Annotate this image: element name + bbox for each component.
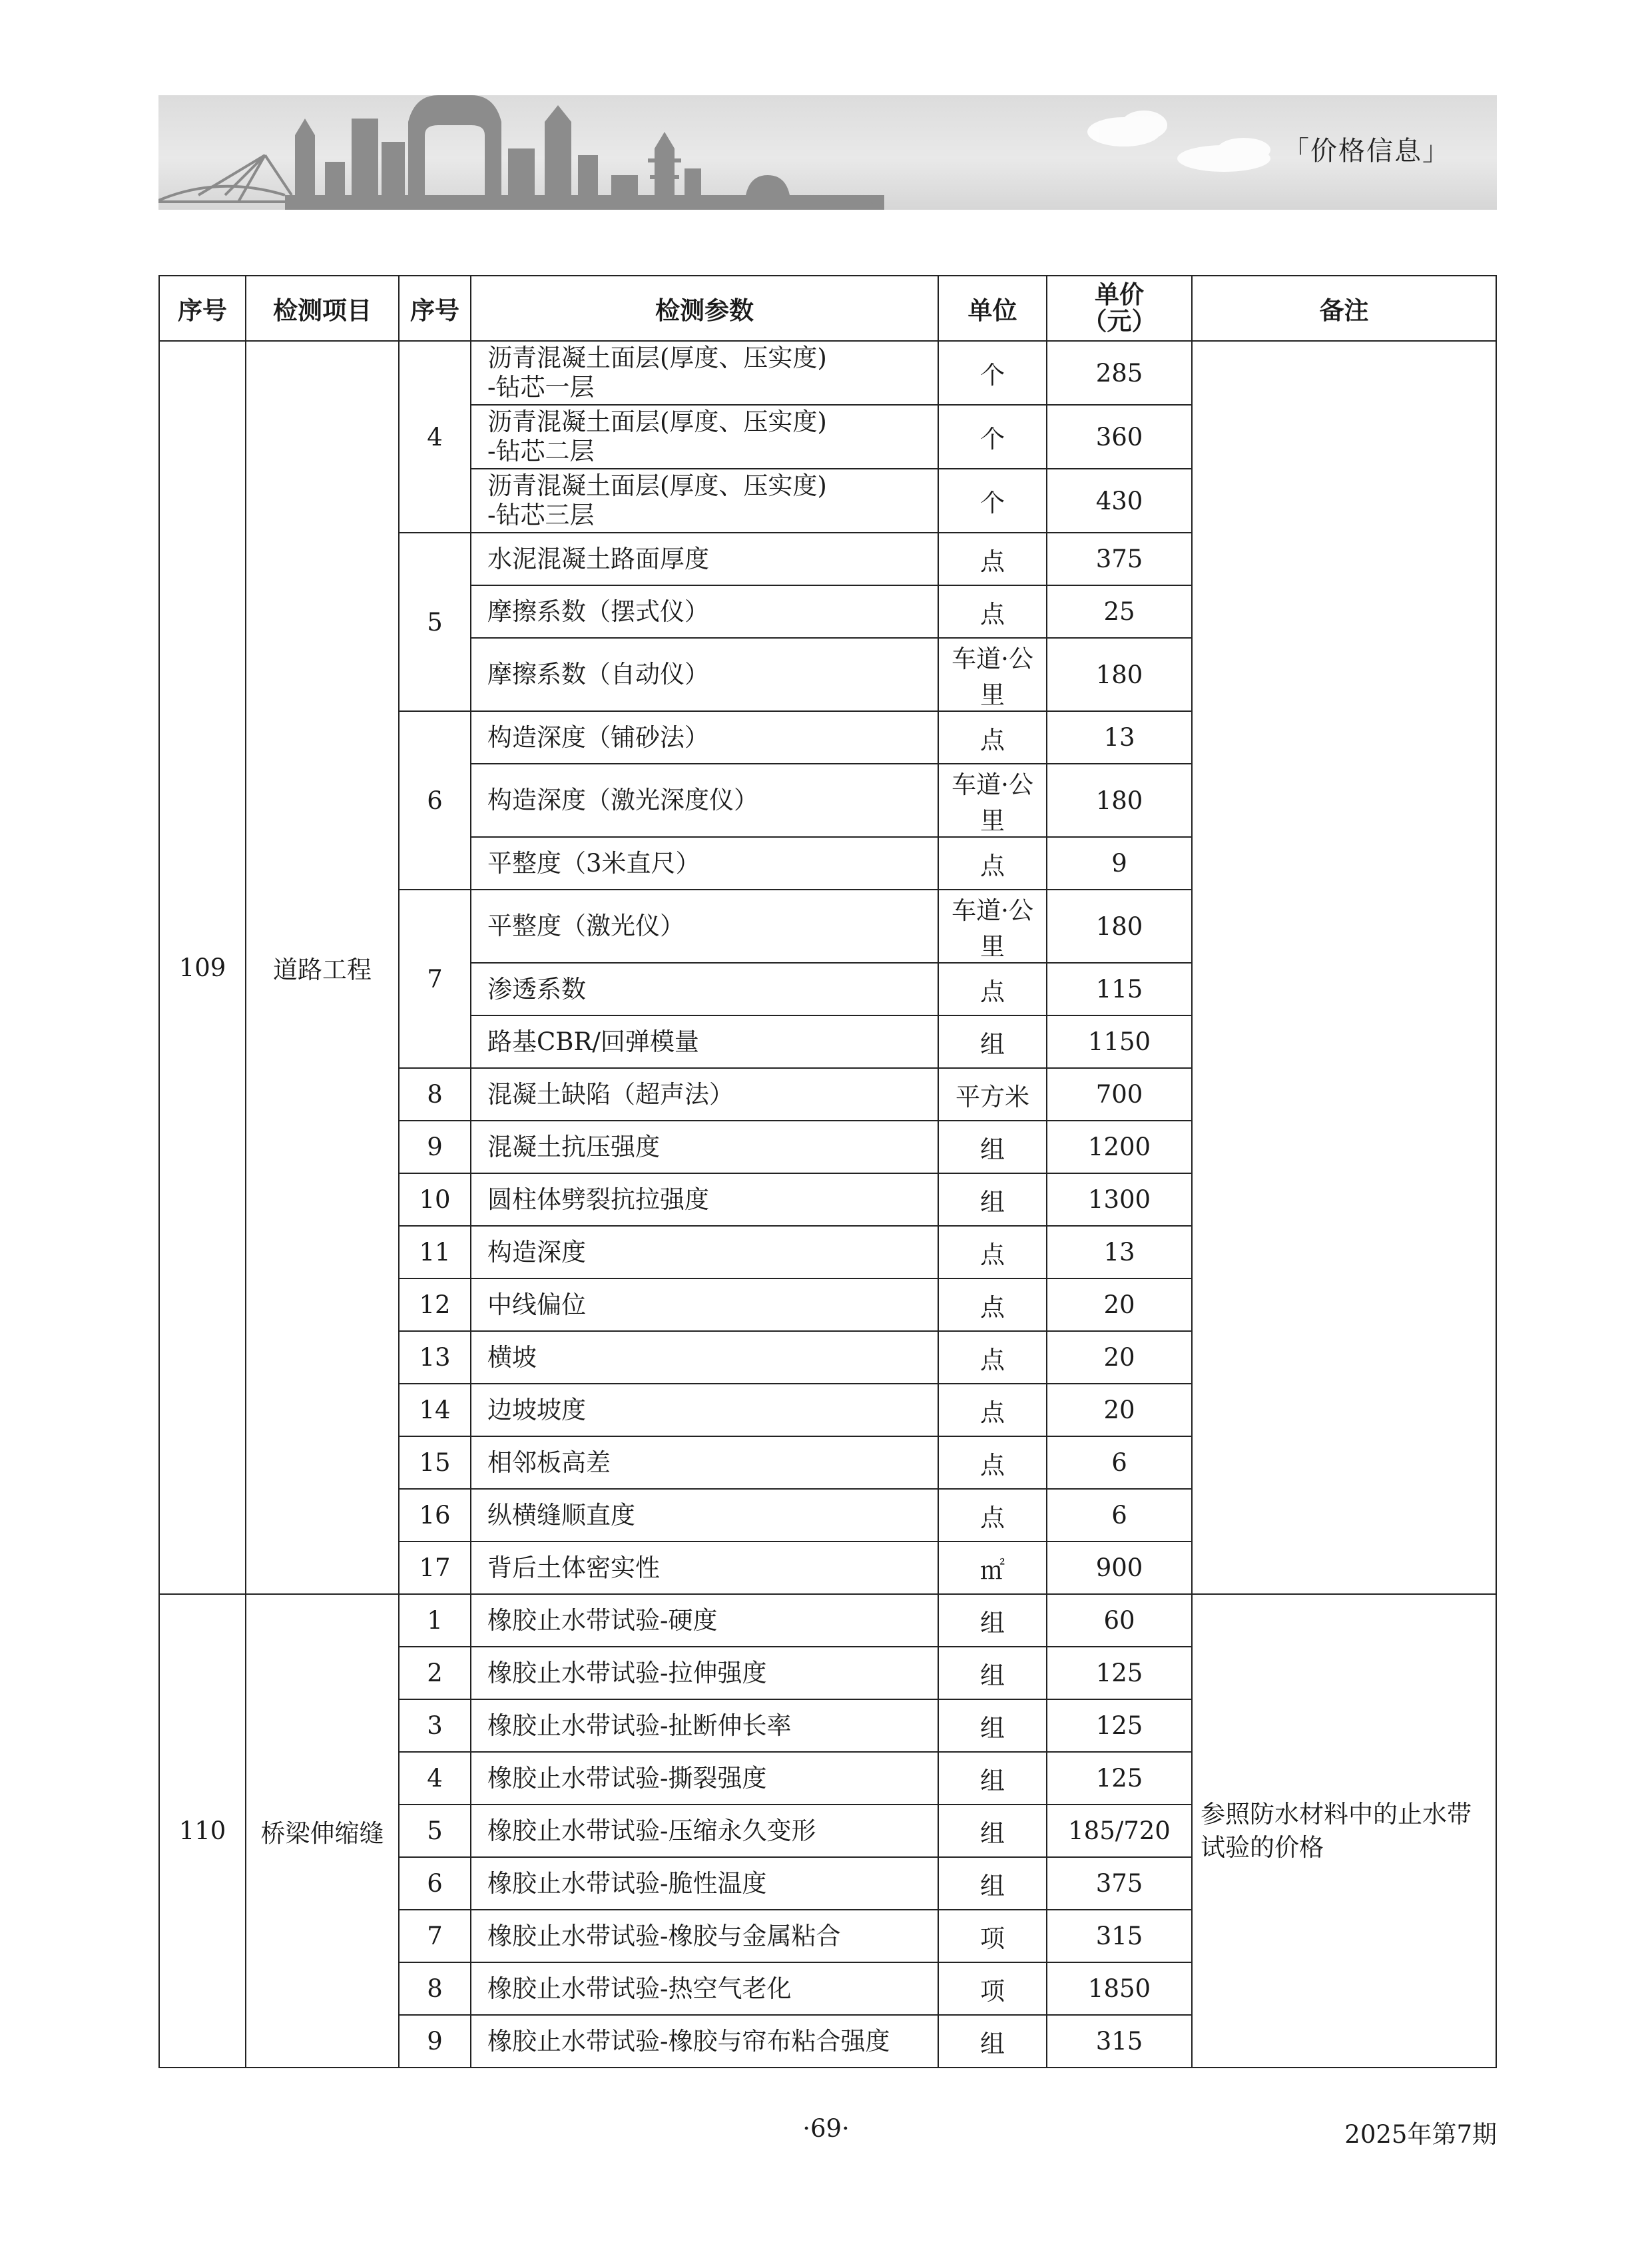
unit: 项 (938, 1962, 1047, 2015)
sub-number: 11 (399, 1226, 471, 1278)
test-parameter: 路基CBR/回弹模量 (471, 1015, 938, 1068)
test-parameter: 沥青混凝土面层(厚度、压实度) -钻芯三层 (471, 469, 938, 533)
unit-price: 285 (1047, 341, 1192, 405)
unit-price: 185/720 (1047, 1805, 1192, 1857)
unit: 组 (938, 1015, 1047, 1068)
remark (1192, 341, 1496, 1594)
unit-price: 60 (1047, 1594, 1192, 1647)
unit-price: 375 (1047, 1857, 1192, 1910)
unit: 组 (938, 1647, 1047, 1699)
unit-price: 430 (1047, 469, 1192, 533)
unit-price: 1150 (1047, 1015, 1192, 1068)
test-parameter: 构造深度（激光深度仪） (471, 764, 938, 837)
sub-number: 3 (399, 1699, 471, 1752)
sub-number: 9 (399, 2015, 471, 2068)
unit: 点 (938, 1489, 1047, 1541)
unit-price: 13 (1047, 711, 1192, 764)
test-parameter: 平整度（3米直尺） (471, 837, 938, 890)
unit: 个 (938, 341, 1047, 405)
unit: 项 (938, 1910, 1047, 1962)
unit: 组 (938, 1121, 1047, 1173)
unit-price: 1300 (1047, 1173, 1192, 1226)
unit-price: 125 (1047, 1647, 1192, 1699)
unit-price: 6 (1047, 1489, 1192, 1541)
test-parameter: 橡胶止水带试验-扯断伸长率 (471, 1699, 938, 1752)
test-parameter: 平整度（激光仪） (471, 890, 938, 963)
test-parameter: 构造深度 (471, 1226, 938, 1278)
test-parameter: 水泥混凝土路面厚度 (471, 533, 938, 585)
unit-price: 315 (1047, 2015, 1192, 2068)
sub-number: 4 (399, 1752, 471, 1805)
table-row (159, 341, 1496, 405)
unit: 点 (938, 1278, 1047, 1331)
unit-price: 13 (1047, 1226, 1192, 1278)
unit: 点 (938, 533, 1047, 585)
unit: 点 (938, 711, 1047, 764)
table-row (159, 1594, 1496, 1647)
unit: 平方米 (938, 1068, 1047, 1121)
sub-number: 14 (399, 1384, 471, 1436)
unit: 组 (938, 2015, 1047, 2068)
section-title: 「价格信息」 (1282, 136, 1450, 166)
unit: 个 (938, 405, 1047, 469)
unit-price: 25 (1047, 585, 1192, 638)
test-parameter: 橡胶止水带试验-硬度 (471, 1594, 938, 1647)
unit: 点 (938, 1384, 1047, 1436)
table-header-row (159, 276, 1496, 341)
sub-number: 5 (399, 1805, 471, 1857)
sub-number: 7 (399, 1910, 471, 1962)
col-header-remark: 备注 (1192, 276, 1496, 341)
sub-number: 10 (399, 1173, 471, 1226)
sub-number: 8 (399, 1068, 471, 1121)
sub-number: 8 (399, 1962, 471, 2015)
unit: 组 (938, 1805, 1047, 1857)
group-number: 109 (159, 341, 246, 1594)
test-parameter: 沥青混凝土面层(厚度、压实度) -钻芯一层 (471, 341, 938, 405)
cloud-icon (1087, 111, 1270, 172)
issue-label: 2025年第7期 (1344, 2120, 1497, 2149)
col-header-item: 检测项目 (246, 276, 399, 341)
test-parameter: 橡胶止水带试验-橡胶与帘布粘合强度 (471, 2015, 938, 2068)
test-parameter: 相邻板高差 (471, 1436, 938, 1489)
unit-price: 20 (1047, 1331, 1192, 1384)
unit-price: 125 (1047, 1699, 1192, 1752)
unit: 点 (938, 1436, 1047, 1489)
test-parameter: 中线偏位 (471, 1278, 938, 1331)
test-parameter: 摩擦系数（摆式仪） (471, 585, 938, 638)
test-parameter: 构造深度（铺砂法） (471, 711, 938, 764)
unit: 点 (938, 1226, 1047, 1278)
test-parameter: 沥青混凝土面层(厚度、压实度) -钻芯二层 (471, 405, 938, 469)
unit-price: 1850 (1047, 1962, 1192, 2015)
group-number: 110 (159, 1594, 246, 2068)
unit: 组 (938, 1857, 1047, 1910)
unit-price: 315 (1047, 1910, 1192, 1962)
group-item: 道路工程 (246, 341, 399, 1594)
buildings-icon (285, 95, 884, 210)
unit-price: 1200 (1047, 1121, 1192, 1173)
unit-price: 375 (1047, 533, 1192, 585)
sub-number: 9 (399, 1121, 471, 1173)
group-item: 桥梁伸缩缝 (246, 1594, 399, 2068)
unit-price: 20 (1047, 1384, 1192, 1436)
test-parameter: 纵横缝顺直度 (471, 1489, 938, 1541)
sub-number: 12 (399, 1278, 471, 1331)
test-parameter: 边坡坡度 (471, 1384, 938, 1436)
unit: 组 (938, 1173, 1047, 1226)
unit-price: 20 (1047, 1278, 1192, 1331)
sub-number: 7 (399, 890, 471, 1068)
unit: 组 (938, 1699, 1047, 1752)
unit: 组 (938, 1594, 1047, 1647)
test-parameter: 圆柱体劈裂抗拉强度 (471, 1173, 938, 1226)
unit: ㎡ (938, 1541, 1047, 1594)
sub-number: 6 (399, 1857, 471, 1910)
col-header-price: 单价 （元） (1047, 276, 1192, 341)
page-number: ·69· (802, 2114, 850, 2143)
col-header-no: 序号 (159, 276, 246, 341)
col-header-unit: 单位 (938, 276, 1047, 341)
table-body (159, 341, 1496, 2068)
test-parameter: 橡胶止水带试验-拉伸强度 (471, 1647, 938, 1699)
test-parameter: 渗透系数 (471, 963, 938, 1015)
test-parameter: 摩擦系数（自动仪） (471, 638, 938, 711)
col-header-param: 检测参数 (471, 276, 938, 341)
test-parameter: 橡胶止水带试验-压缩永久变形 (471, 1805, 938, 1857)
unit: 点 (938, 963, 1047, 1015)
unit-price: 360 (1047, 405, 1192, 469)
test-parameter: 横坡 (471, 1331, 938, 1384)
sub-number: 16 (399, 1489, 471, 1541)
sub-number: 4 (399, 341, 471, 533)
price-table (158, 275, 1497, 2068)
unit: 组 (938, 1752, 1047, 1805)
unit-price: 700 (1047, 1068, 1192, 1121)
test-parameter: 橡胶止水带试验-橡胶与金属粘合 (471, 1910, 938, 1962)
unit-price: 900 (1047, 1541, 1192, 1594)
sub-number: 13 (399, 1331, 471, 1384)
sub-number: 2 (399, 1647, 471, 1699)
sub-number: 15 (399, 1436, 471, 1489)
test-parameter: 背后土体密实性 (471, 1541, 938, 1594)
unit: 车道·公里 (938, 890, 1047, 963)
unit: 点 (938, 585, 1047, 638)
sub-number: 1 (399, 1594, 471, 1647)
test-parameter: 混凝土缺陷（超声法） (471, 1068, 938, 1121)
unit-price: 125 (1047, 1752, 1192, 1805)
col-header-sub-no: 序号 (399, 276, 471, 341)
test-parameter: 橡胶止水带试验-撕裂强度 (471, 1752, 938, 1805)
unit-price: 6 (1047, 1436, 1192, 1489)
unit: 点 (938, 837, 1047, 890)
test-parameter: 橡胶止水带试验-热空气老化 (471, 1962, 938, 2015)
header-banner (158, 95, 1497, 210)
unit-price: 9 (1047, 837, 1192, 890)
unit-price: 180 (1047, 638, 1192, 711)
unit-price: 115 (1047, 963, 1192, 1015)
unit-price: 180 (1047, 890, 1192, 963)
unit: 车道·公里 (938, 638, 1047, 711)
sub-number: 5 (399, 533, 471, 711)
sub-number: 17 (399, 1541, 471, 1594)
unit-price: 180 (1047, 764, 1192, 837)
sub-number: 6 (399, 711, 471, 890)
unit: 车道·公里 (938, 764, 1047, 837)
test-parameter: 橡胶止水带试验-脆性温度 (471, 1857, 938, 1910)
unit: 个 (938, 469, 1047, 533)
test-parameter: 混凝土抗压强度 (471, 1121, 938, 1173)
unit: 点 (938, 1331, 1047, 1384)
remark: 参照防水材料中的止水带试验的价格 (1192, 1594, 1496, 2068)
